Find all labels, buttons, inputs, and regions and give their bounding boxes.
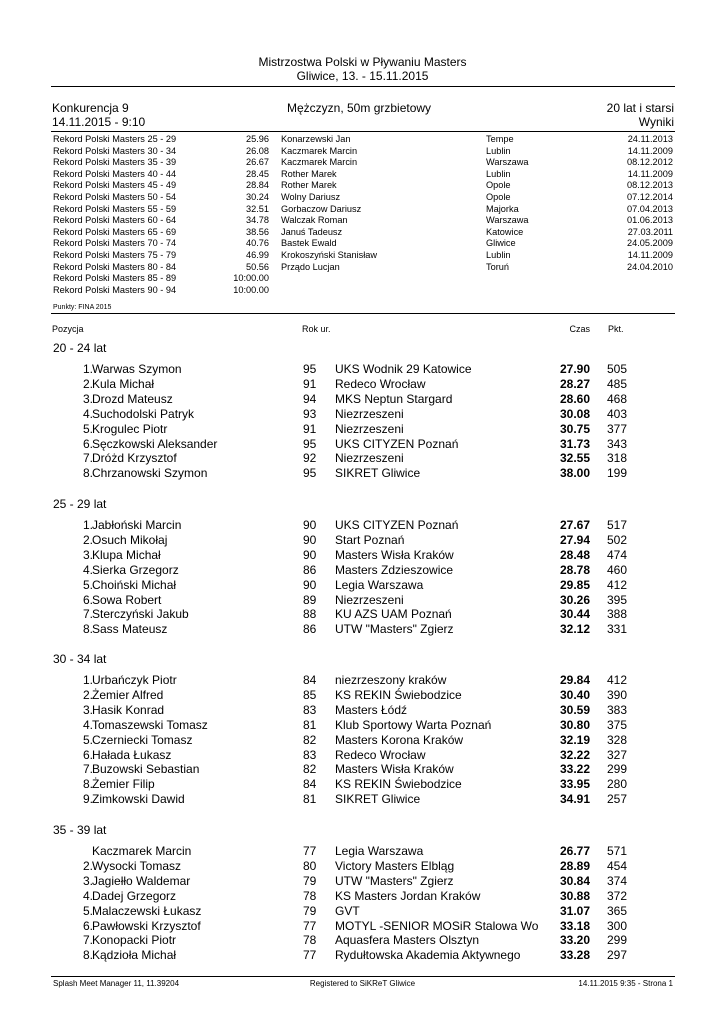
- record-time: 26.67: [246, 157, 269, 168]
- record-place: Lublin: [486, 168, 511, 179]
- result-time: 32.12: [559, 622, 590, 637]
- club-name: Legia Warszawa: [335, 577, 424, 592]
- result-points: 343: [607, 436, 628, 451]
- record-holder: Rother Marek: [281, 180, 337, 191]
- result-time: 29.84: [559, 673, 590, 687]
- record-place: Majorka: [486, 203, 519, 214]
- result-points: 199: [607, 466, 628, 481]
- result-points: 395: [607, 592, 628, 607]
- result-time: 33.28: [559, 948, 590, 963]
- club-name: Rydułtowska Akademia Aktywnego: [335, 948, 521, 963]
- result-points: 280: [607, 777, 628, 792]
- result-time: 30.44: [559, 607, 590, 622]
- result-points: 300: [607, 918, 628, 933]
- record-date: 27.03.2011: [627, 226, 673, 237]
- record-label: Rekord Polski Masters 30 - 34: [53, 145, 177, 156]
- swimmer-name: Urbańczyk Piotr: [92, 673, 177, 687]
- club-name: KU AZS UAM Poznań: [335, 607, 452, 622]
- birth-year: 86: [303, 622, 317, 637]
- record-place: Toruń: [486, 261, 509, 272]
- record-holder: Januś Tadeusz: [281, 226, 343, 237]
- result-position: 8.: [82, 777, 93, 792]
- record-time: 40.76: [246, 238, 269, 249]
- result-points: 485: [607, 376, 628, 391]
- record-place: Katowice: [486, 226, 524, 237]
- birth-year: 82: [303, 762, 317, 777]
- club-name: Redeco Wrocław: [335, 747, 426, 762]
- birth-year: 91: [303, 421, 317, 436]
- record-date: 01.06.2013: [627, 215, 673, 226]
- club-name: KS Masters Jordan Kraków: [335, 888, 481, 903]
- swimmer-name: Sowa Robert: [92, 592, 162, 607]
- club-name: Niezrzeszeni: [335, 451, 404, 466]
- record-label: Rekord Polski Masters 55 - 59: [53, 203, 177, 214]
- result-time: 34.91: [559, 792, 590, 807]
- event-datetime: 14.11.2015 - 9:10: [52, 115, 146, 129]
- club-name: SIKRET Gliwice: [335, 792, 421, 807]
- club-name: UKS CITYZEN Poznań: [335, 518, 459, 532]
- result-position: 3.: [82, 702, 93, 717]
- record-label: Rekord Polski Masters 45 - 49: [53, 180, 177, 191]
- record-time: 28.45: [246, 168, 269, 179]
- swimmer-name: Osuch Mikołaj: [92, 532, 168, 547]
- record-holder: Gorbaczow Dariusz: [281, 203, 362, 214]
- result-points: 327: [607, 747, 628, 762]
- event-type: Wyniki: [638, 115, 674, 129]
- result-position: 5.: [82, 577, 93, 592]
- result-points: 517: [607, 518, 628, 532]
- record-place: Tempe: [486, 134, 514, 144]
- result-time: 28.48: [559, 547, 590, 562]
- result-position: 8.: [82, 622, 93, 637]
- club-name: Niezrzeszeni: [335, 406, 404, 421]
- club-name: Victory Masters Elbląg: [335, 858, 455, 873]
- birth-year: 93: [303, 406, 317, 421]
- swimmer-name: Sęczkowski Aleksander: [92, 436, 218, 451]
- record-time: 38.56: [246, 226, 269, 237]
- result-position: 1.: [82, 362, 93, 376]
- record-time: 26.08: [246, 145, 269, 156]
- club-name: Masters Wisła Kraków: [335, 547, 454, 562]
- result-position: 4.: [82, 717, 93, 732]
- club-name: UTW "Masters" Zgierz: [335, 873, 454, 888]
- record-label: Rekord Polski Masters 70 - 74: [53, 238, 177, 249]
- record-time: 30.24: [246, 192, 269, 202]
- record-date: 24.05.2009: [627, 238, 673, 249]
- birth-year: 89: [303, 592, 317, 607]
- swimmer-name: Konopacki Piotr: [92, 933, 177, 948]
- birth-year: 95: [303, 436, 317, 451]
- record-date: 14.11.2009: [627, 250, 673, 260]
- col-year: Rok ur.: [302, 324, 331, 334]
- result-time: 26.77: [559, 844, 590, 858]
- record-label: Rekord Polski Masters 90 - 94: [53, 284, 177, 295]
- result-position: 5.: [82, 732, 93, 747]
- record-date: 08.12.2012: [627, 157, 673, 168]
- swimmer-name: Kądzioła Michał: [92, 948, 177, 963]
- result-points: 390: [607, 687, 628, 702]
- birth-year: 90: [303, 547, 317, 562]
- record-label: Rekord Polski Masters 65 - 69: [53, 226, 177, 237]
- swimmer-name: Wysocki Tomasz: [92, 858, 182, 873]
- club-name: Niezrzeszeni: [335, 592, 404, 607]
- result-position: 4.: [82, 406, 93, 421]
- result-points: 468: [607, 391, 628, 406]
- record-holder: Konarzewski Jan: [281, 134, 351, 144]
- event-description: Mężczyzn, 50m grzbietowy: [287, 101, 432, 115]
- record-label: Rekord Polski Masters 85 - 89: [53, 273, 177, 284]
- club-name: KS REKIN Świebodzice: [335, 777, 462, 792]
- result-position: 7.: [82, 451, 93, 466]
- divider: [51, 131, 675, 132]
- result-points: 377: [607, 421, 628, 436]
- birth-year: 83: [303, 747, 317, 762]
- record-date: 07.12.2014: [627, 192, 673, 202]
- club-name: UKS CITYZEN Poznań: [335, 436, 459, 451]
- swimmer-name: Choiński Michał: [92, 577, 177, 592]
- birth-year: 81: [303, 792, 317, 807]
- result-position: 8.: [82, 948, 93, 963]
- result-time: 32.55: [559, 451, 590, 466]
- record-date: 14.11.2009: [627, 168, 673, 179]
- swimmer-name: Czerniecki Tomasz: [92, 732, 193, 747]
- club-name: Niezrzeszeni: [335, 421, 404, 436]
- birth-year: 85: [303, 687, 317, 702]
- record-date: 24.11.2013: [627, 134, 673, 144]
- club-name: GVT: [335, 903, 360, 918]
- result-position: 6.: [82, 436, 93, 451]
- result-points: 388: [607, 607, 628, 622]
- birth-year: 77: [303, 918, 317, 933]
- age-group-title: 25 - 29 lat: [53, 497, 107, 511]
- club-name: Masters Łódź: [335, 702, 408, 717]
- result-points: 297: [607, 948, 628, 963]
- birth-year: 88: [303, 607, 317, 622]
- birth-year: 90: [303, 532, 317, 547]
- club-name: Legia Warszawa: [335, 844, 424, 858]
- club-name: niezrzeszony kraków: [335, 673, 447, 687]
- club-name: SIKRET Gliwice: [335, 466, 421, 481]
- result-time: 29.85: [559, 577, 590, 592]
- result-points: 474: [607, 547, 628, 562]
- meet-title: Mistrzostwa Polski w Pływaniu Masters: [258, 55, 467, 69]
- club-name: MKS Neptun Stargard: [335, 391, 453, 406]
- record-date: 14.11.2009: [627, 145, 673, 156]
- swimmer-name: Sierka Grzegorz: [92, 562, 179, 577]
- result-time: 30.88: [559, 888, 590, 903]
- record-place: Opole: [486, 192, 511, 202]
- swimmer-name: Malaczewski Łukasz: [92, 903, 202, 918]
- record-time: 50.56: [246, 261, 269, 272]
- birth-year: 78: [303, 888, 317, 903]
- swimmer-name: Kaczmarek Marcin: [92, 844, 192, 858]
- swimmer-name: Sterczyński Jakub: [92, 607, 189, 622]
- record-date: 24.04.2010: [627, 261, 673, 272]
- result-points: 318: [607, 451, 628, 466]
- result-points: 571: [607, 844, 628, 858]
- result-points: 454: [607, 858, 628, 873]
- record-label: Rekord Polski Masters 35 - 39: [53, 157, 177, 168]
- club-name: Masters Zdzieszowice: [335, 562, 454, 577]
- result-points: 257: [607, 792, 628, 807]
- birth-year: 79: [303, 903, 317, 918]
- result-time: 31.07: [559, 903, 590, 918]
- result-time: 33.95: [559, 777, 590, 792]
- swimmer-name: Buzowski Sebastian: [92, 762, 200, 777]
- club-name: MOTYL -SENIOR MOSiR Stalowa Wo: [335, 918, 539, 933]
- record-holder: Walczak Roman: [281, 215, 348, 226]
- club-name: Masters Korona Kraków: [335, 732, 464, 747]
- result-points: 299: [607, 762, 628, 777]
- result-position: 3.: [82, 391, 93, 406]
- footer-right: 14.11.2015 9:35 - Strona 1: [578, 979, 673, 988]
- result-position: 4.: [82, 562, 93, 577]
- result-time: 30.80: [559, 717, 590, 732]
- club-name: Masters Wisła Kraków: [335, 762, 454, 777]
- birth-year: 81: [303, 717, 317, 732]
- result-position: 2.: [82, 687, 93, 702]
- swimmer-name: Sass Mateusz: [92, 622, 168, 637]
- result-position: 7.: [82, 607, 93, 622]
- club-name: KS REKIN Świebodzice: [335, 687, 462, 702]
- record-place: Gliwice: [486, 238, 516, 249]
- swimmer-name: Kula Michał: [92, 376, 155, 391]
- result-position: 8.: [82, 466, 93, 481]
- result-position: 3.: [82, 547, 93, 562]
- result-points: 460: [607, 562, 628, 577]
- birth-year: 77: [303, 948, 317, 963]
- swimmer-name: Suchodolski Patryk: [92, 406, 195, 421]
- record-label: Rekord Polski Masters 75 - 79: [53, 250, 177, 260]
- result-points: 505: [607, 362, 628, 376]
- record-place: Lublin: [486, 250, 511, 260]
- result-position: 5.: [82, 903, 93, 918]
- result-position: 1.: [82, 518, 93, 532]
- result-time: 33.18: [559, 918, 590, 933]
- record-holder: Kaczmarek Marcin: [281, 145, 358, 156]
- record-time: 46.99: [246, 250, 269, 260]
- result-time: 33.22: [559, 762, 590, 777]
- result-points: 374: [607, 873, 628, 888]
- result-time: 28.27: [559, 376, 590, 391]
- points-note: Punkty: FINA 2015: [53, 304, 112, 311]
- age-group-title: 30 - 34 lat: [53, 652, 107, 666]
- swimmer-name: Jagiełło Waldemar: [92, 873, 191, 888]
- swimmer-name: Drozd Mateusz: [92, 391, 173, 406]
- birth-year: 79: [303, 873, 317, 888]
- birth-year: 86: [303, 562, 317, 577]
- result-points: 502: [607, 532, 628, 547]
- result-position: 2.: [82, 376, 93, 391]
- swimmer-name: Hasik Konrad: [92, 702, 165, 717]
- birth-year: 94: [303, 391, 317, 406]
- swimmer-name: Hałada Łukasz: [92, 747, 172, 762]
- birth-year: 95: [303, 466, 317, 481]
- record-label: Rekord Polski Masters 80 - 84: [53, 261, 177, 272]
- record-time: 10:00.00: [233, 273, 269, 284]
- club-name: UTW "Masters" Zgierz: [335, 622, 454, 637]
- swimmer-name: Dadej Grzegorz: [92, 888, 177, 903]
- result-time: 27.94: [559, 532, 590, 547]
- divider: [51, 976, 675, 977]
- birth-year: 90: [303, 518, 317, 532]
- col-position: Pozycja: [52, 324, 84, 334]
- record-holder: Krokoszyński Stanisław: [281, 250, 377, 260]
- divider: [51, 313, 675, 314]
- birth-year: 80: [303, 858, 317, 873]
- result-time: 30.40: [559, 687, 590, 702]
- record-date: 08.12.2013: [627, 180, 673, 191]
- swimmer-name: Dróżd Krzysztof: [92, 451, 177, 466]
- record-label: Rekord Polski Masters 25 - 29: [53, 134, 177, 144]
- club-name: Klub Sportowy Warta Poznań: [335, 717, 492, 732]
- result-points: 365: [607, 903, 628, 918]
- swimmer-name: Jabłoński Marcin: [92, 518, 182, 532]
- result-time: 30.75: [559, 421, 590, 436]
- result-time: 38.00: [559, 466, 590, 481]
- result-time: 31.73: [559, 436, 590, 451]
- record-holder: Wolny Dariusz: [281, 192, 341, 202]
- result-time: 30.59: [559, 702, 590, 717]
- record-time: 10:00.00: [233, 284, 269, 295]
- record-place: Warszawa: [486, 215, 529, 226]
- result-time: 30.84: [559, 873, 590, 888]
- record-place: Opole: [486, 180, 511, 191]
- result-position: 6.: [82, 747, 93, 762]
- event-name: Konkurencja 9: [52, 101, 129, 115]
- swimmer-name: Pawłowski Krzysztof: [92, 918, 201, 933]
- result-time: 33.20: [559, 933, 590, 948]
- result-points: 412: [607, 673, 628, 687]
- result-position: 6.: [82, 592, 93, 607]
- result-time: 32.22: [559, 747, 590, 762]
- result-time: 28.78: [559, 562, 590, 577]
- swimmer-name: Chrzanowski Szymon: [92, 466, 208, 481]
- meet-subtitle: Gliwice, 13. - 15.11.2015: [296, 69, 429, 83]
- result-time: 30.26: [559, 592, 590, 607]
- birth-year: 84: [303, 673, 317, 687]
- result-position: 6.: [82, 918, 93, 933]
- record-holder: Kaczmarek Marcin: [281, 157, 358, 168]
- result-points: 375: [607, 717, 628, 732]
- result-time: 28.60: [559, 391, 590, 406]
- record-label: Rekord Polski Masters 50 - 54: [53, 192, 177, 202]
- age-group-title: 35 - 39 lat: [53, 823, 107, 837]
- swimmer-name: Krogulec Piotr: [92, 421, 168, 436]
- result-points: 403: [607, 406, 628, 421]
- result-position: 9.: [82, 792, 93, 807]
- birth-year: 84: [303, 777, 317, 792]
- result-position: 1.: [82, 673, 93, 687]
- birth-year: 77: [303, 844, 317, 858]
- record-holder: Prządo Lucjan: [281, 261, 340, 272]
- record-time: 25.96: [246, 134, 269, 144]
- result-points: 299: [607, 933, 628, 948]
- swimmer-name: Klupa Michał: [92, 547, 161, 562]
- result-time: 27.67: [559, 518, 590, 532]
- col-points: Pkt.: [608, 324, 624, 334]
- footer-center: Registered to SiKReT Gliwice: [309, 979, 416, 988]
- swimmer-name: Tomaszewski Tomasz: [92, 717, 208, 732]
- result-position: 2.: [82, 532, 93, 547]
- record-time: 32.51: [246, 203, 269, 214]
- birth-year: 83: [303, 702, 317, 717]
- result-position: 7.: [82, 933, 93, 948]
- record-holder: Rother Marek: [281, 168, 337, 179]
- birth-year: 90: [303, 577, 317, 592]
- col-time: Czas: [569, 324, 590, 334]
- result-position: 5.: [82, 421, 93, 436]
- record-label: Rekord Polski Masters 40 - 44: [53, 168, 177, 179]
- result-points: 328: [607, 732, 628, 747]
- event-age: 20 lat i starsi: [606, 101, 674, 115]
- record-time: 34.78: [246, 215, 269, 226]
- result-points: 331: [607, 622, 628, 637]
- club-name: Aquasfera Masters Olsztyn: [335, 933, 480, 948]
- result-points: 372: [607, 888, 628, 903]
- result-time: 28.89: [559, 858, 590, 873]
- footer-left: Splash Meet Manager 11, 11.39204: [53, 979, 180, 988]
- birth-year: 78: [303, 933, 317, 948]
- club-name: UKS Wodnik 29 Katowice: [335, 362, 472, 376]
- result-time: 32.19: [559, 732, 590, 747]
- birth-year: 82: [303, 732, 317, 747]
- birth-year: 92: [303, 451, 317, 466]
- birth-year: 95: [303, 362, 317, 376]
- club-name: Start Poznań: [335, 532, 405, 547]
- divider: [51, 86, 675, 87]
- result-time: 30.08: [559, 406, 590, 421]
- result-points: 383: [607, 702, 628, 717]
- record-place: Warszawa: [486, 157, 529, 168]
- birth-year: 91: [303, 376, 317, 391]
- age-group-title: 20 - 24 lat: [53, 341, 107, 355]
- record-time: 28.84: [246, 180, 269, 191]
- swimmer-name: Żemier Filip: [92, 777, 155, 792]
- result-position: 7.: [82, 762, 93, 777]
- swimmer-name: Warwas Szymon: [92, 362, 182, 376]
- club-name: Redeco Wrocław: [335, 376, 426, 391]
- record-place: Lublin: [486, 145, 511, 156]
- record-holder: Bastek Ewald: [281, 238, 337, 249]
- result-position: 4.: [82, 888, 93, 903]
- result-points: 412: [607, 577, 628, 592]
- record-label: Rekord Polski Masters 60 - 64: [53, 215, 177, 226]
- swimmer-name: Żemier Alfred: [92, 687, 164, 702]
- record-date: 07.04.2013: [627, 203, 673, 214]
- result-position: 3.: [82, 873, 93, 888]
- swimmer-name: Zimkowski Dawid: [92, 792, 185, 807]
- result-position: 2.: [82, 858, 93, 873]
- result-time: 27.90: [559, 362, 590, 376]
